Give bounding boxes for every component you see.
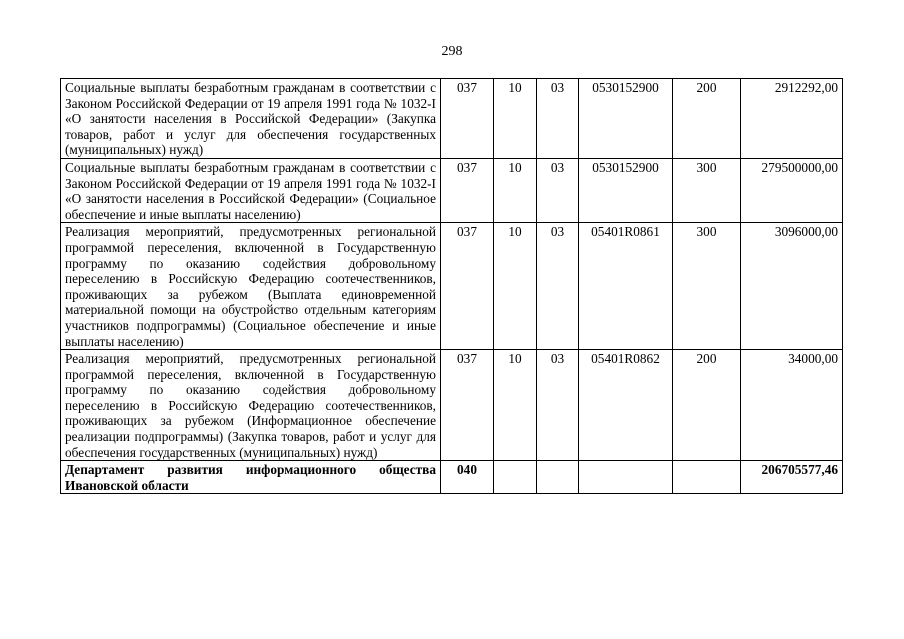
- target-code: 05401R0861: [579, 223, 673, 350]
- row-description: Реализация мероприятий, предусмотренных региональной программой переселения, включенной в Государственную программу по оказанию содействия добровольному переселению в Российскую Федерацию соотечественников, проживающих за рубежом (Выплата единовременной материальной помощи на обустройство отдельным категориям участников подпрограммы) (Социальное обеспечение и иные выплаты населению): [61, 223, 441, 350]
- table-row: [61, 223, 843, 350]
- department-total-amount: 206705577,46: [741, 461, 843, 494]
- ministry-code: 037: [441, 223, 494, 350]
- table-row: [61, 350, 843, 461]
- row-description: Социальные выплаты безработным гражданам в соответствии с Законом Российской Федерации от 19 апреля 1991 года № 1032-I «О занятости населения в Российской Федерации» (Социальное обеспечение и иные выплаты населению): [61, 158, 441, 222]
- table-row: [61, 158, 843, 222]
- amount: 34000,00: [741, 350, 843, 461]
- target-code: [579, 461, 673, 494]
- section-code: 10: [494, 350, 537, 461]
- amount: 2912292,00: [741, 79, 843, 159]
- subsection-code: [537, 461, 579, 494]
- page-number: 298: [441, 44, 463, 59]
- expense-type-code: 300: [673, 223, 741, 350]
- section-code: 10: [494, 158, 537, 222]
- subsection-code: 03: [537, 350, 579, 461]
- row-description: Реализация мероприятий, предусмотренных региональной программой переселения, включенной в Государственную программу по оказанию содействия добровольному переселению в Российскую Федерацию соотечественников, проживающих за рубежом (Информационное обеспечение реализации подпрограммы) (Закупка товаров, работ и услуг для обеспечения государственных (муниципальных) нужд): [61, 350, 441, 461]
- section-code: 10: [494, 223, 537, 350]
- expense-type-code: [673, 461, 741, 494]
- expense-type-code: 200: [673, 350, 741, 461]
- subsection-code: 03: [537, 158, 579, 222]
- target-code: 0530152900: [579, 158, 673, 222]
- ministry-code: 040: [441, 461, 494, 494]
- budget-table: [60, 78, 843, 494]
- expense-type-code: 200: [673, 79, 741, 159]
- department-name: Департамент развития информационного общества Ивановской области: [61, 461, 441, 494]
- amount: 279500000,00: [741, 158, 843, 222]
- ministry-code: 037: [441, 79, 494, 159]
- target-code: 0530152900: [579, 79, 673, 159]
- amount: 3096000,00: [741, 223, 843, 350]
- target-code: 05401R0862: [579, 350, 673, 461]
- section-code: 10: [494, 79, 537, 159]
- table-row: [61, 79, 843, 159]
- ministry-code: 037: [441, 350, 494, 461]
- section-code: [494, 461, 537, 494]
- expense-type-code: 300: [673, 158, 741, 222]
- ministry-code: 037: [441, 158, 494, 222]
- subsection-code: 03: [537, 79, 579, 159]
- department-total-row: [61, 461, 843, 494]
- row-description: Социальные выплаты безработным гражданам в соответствии с Законом Российской Федерации от 19 апреля 1991 года № 1032-I «О занятости населения в Российской Федерации» (Закупка товаров, работ и услуг для обеспечения государственных (муниципальных) нужд): [61, 79, 441, 159]
- subsection-code: 03: [537, 223, 579, 350]
